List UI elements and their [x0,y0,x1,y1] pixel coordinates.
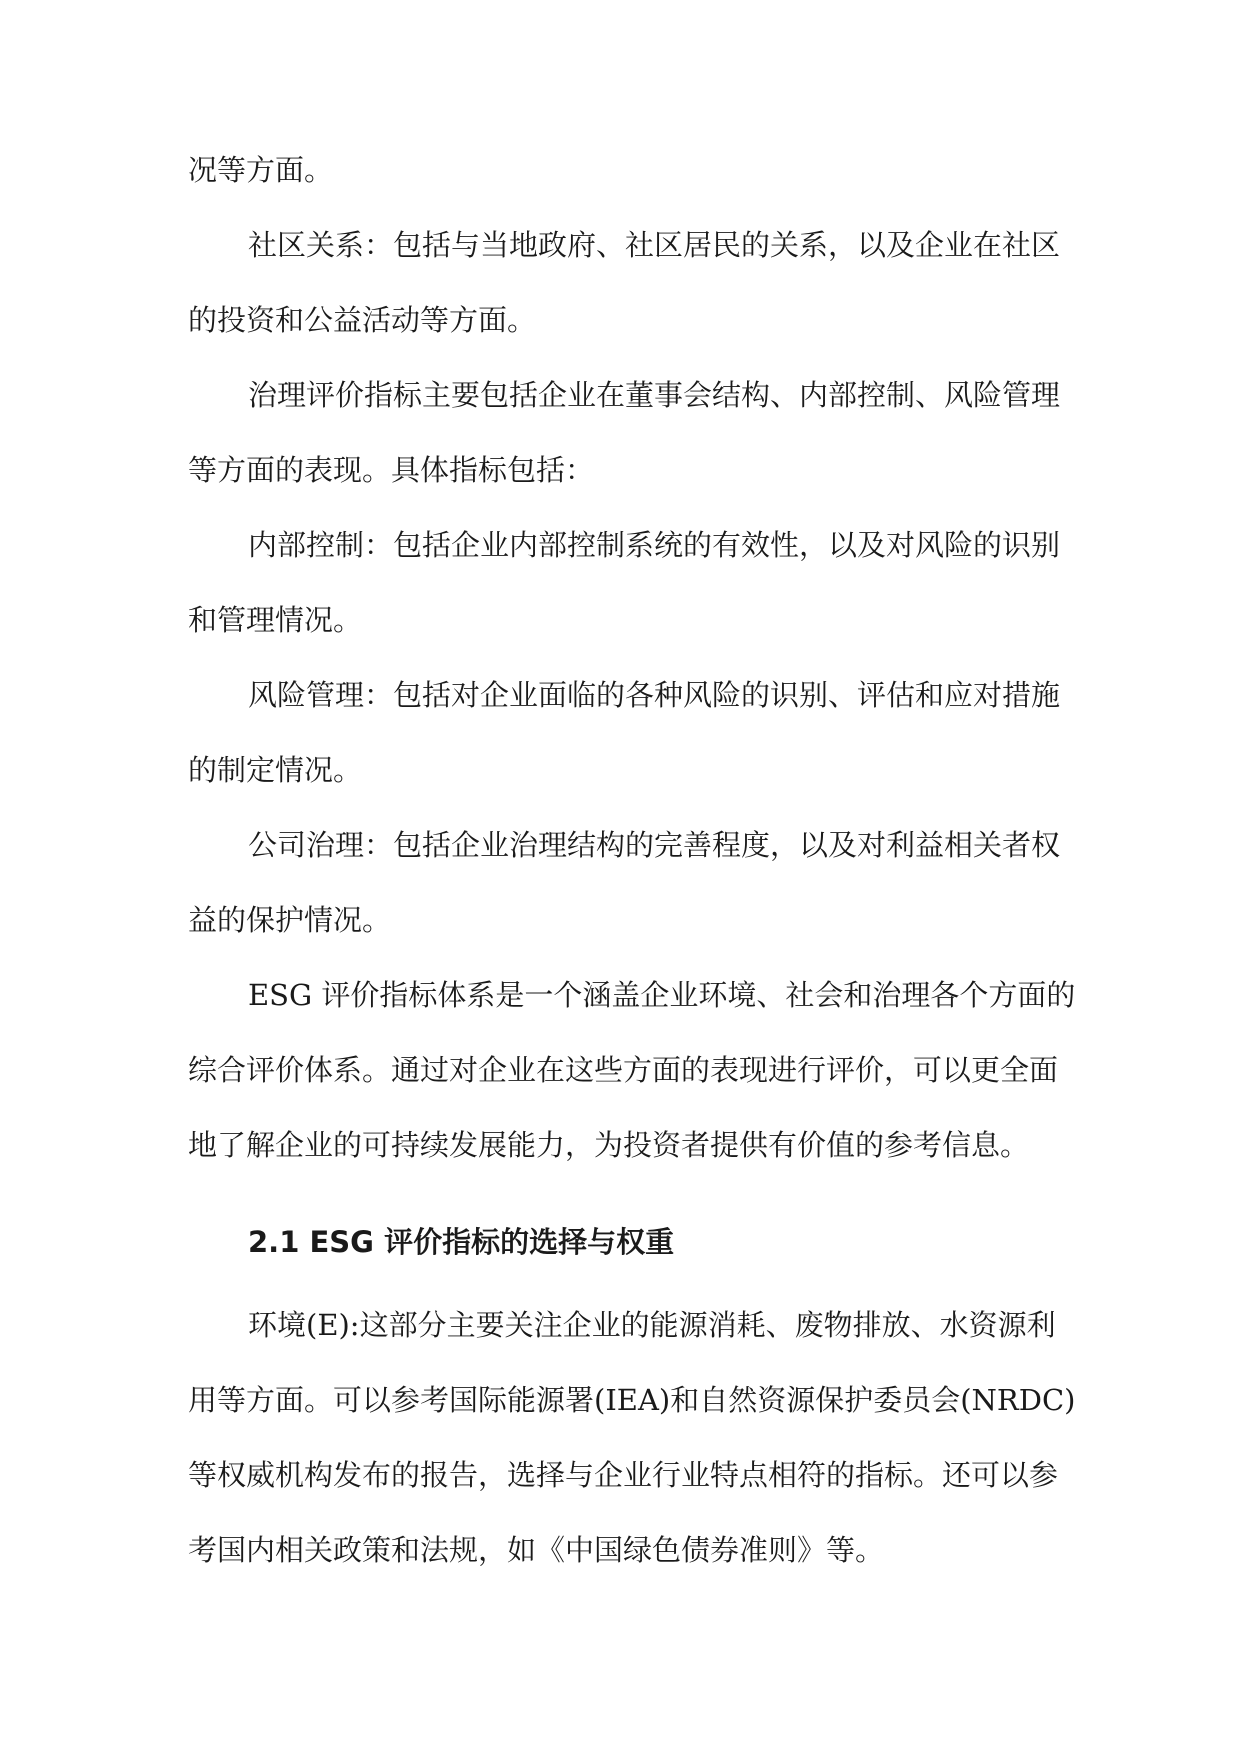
paragraph-line: 治理评价指标主要包括企业在董事会结构、内部控制、风险管理 [248,378,1061,412]
paragraph-line: 公司治理：包括企业治理结构的完善程度，以及对利益相关者权 [248,828,1061,862]
paragraph-line: 的制定情况。 [188,753,363,787]
paragraph-line: 地了解企业的可持续发展能力，为投资者提供有价值的参考信息。 [188,1128,1030,1162]
paragraph-line: 用等方面。可以参考国际能源署(IEA)和自然资源保护委员会(NRDC) [188,1383,1076,1417]
section-heading: 2.1 ESG 评价指标的选择与权重 [248,1225,675,1259]
paragraph-line: 综合评价体系。通过对企业在这些方面的表现进行评价，可以更全面 [188,1053,1059,1087]
paragraph-line: 风险管理：包括对企业面临的各种风险的识别、评估和应对措施 [248,678,1061,712]
paragraph-line: 况等方面。 [188,153,334,187]
paragraph-line: 益的保护情况。 [188,903,392,937]
paragraph-line: 社区关系：包括与当地政府、社区居民的关系，以及企业在社区 [248,228,1061,262]
paragraph-line: ESG 评价指标体系是一个涵盖企业环境、社会和治理各个方面的 [248,978,1076,1012]
paragraph-line: 等方面的表现。具体指标包括： [188,453,595,487]
paragraph-line: 的投资和公益活动等方面。 [188,303,537,337]
paragraph-line: 环境(E):这部分主要关注企业的能源消耗、废物排放、水资源利 [248,1308,1056,1342]
paragraph-line: 内部控制：包括企业内部控制系统的有效性，以及对风险的识别 [248,528,1061,562]
paragraph-line: 等权威机构发布的报告，选择与企业行业特点相符的指标。还可以参 [188,1458,1059,1492]
paragraph-line: 和管理情况。 [188,603,363,637]
paragraph-line: 考国内相关政策和法规，如《中国绿色债券准则》等。 [188,1533,885,1567]
